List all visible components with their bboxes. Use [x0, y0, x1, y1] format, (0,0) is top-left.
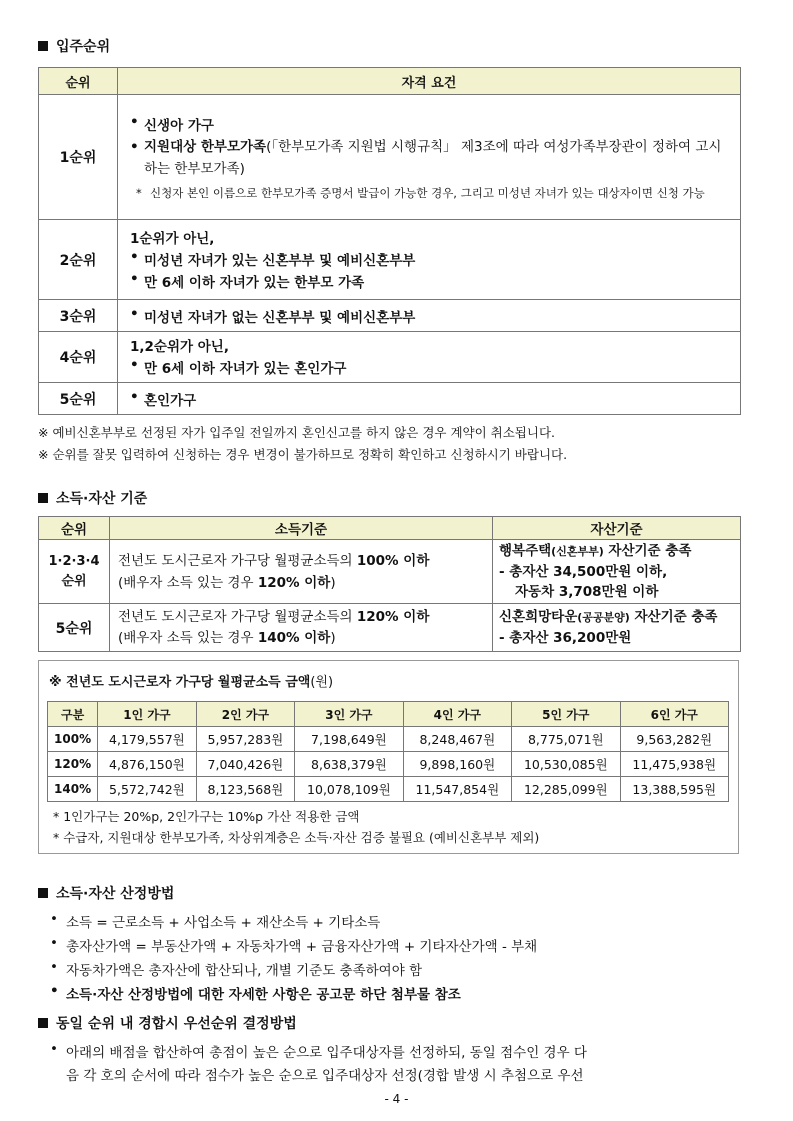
square-bullet-icon: [38, 493, 48, 503]
list-item-continued: 음 각 호의 순서에 따라 점수가 높은 순으로 입주대상자 선정(경합 발생 시 추첨으로 우선: [66, 1068, 584, 1084]
monthly-income-title: ※ 전년도 도시근로자 가구당 월평균소득 금액(원): [49, 675, 334, 690]
table-row: 4순위 1,2순위가 아닌, • 만 6세 이하 자녀가 있는 혼인가구: [39, 332, 741, 383]
table-row: [48, 752, 729, 777]
income-col-header: 1인 가구: [98, 702, 197, 727]
rank-cell: 3순위: [39, 300, 118, 332]
header-income: 소득기준: [110, 517, 493, 540]
table-row: 5순위 전년도 도시근로자 가구당 월평균소득의 120% 이하 (배우자 소득 있는 경우 140% 이하) 신혼희망타운(공공분양) 자산기준 충족 - 총자산 36,200만원: [39, 604, 741, 652]
income-col-header: 2인 가구: [196, 702, 295, 727]
income-row-label: 120%: [48, 752, 98, 777]
income-cell: 5,957,283원: [196, 727, 295, 752]
income-cell: 8,123,568원: [196, 777, 295, 802]
monthly-income-table: [47, 701, 729, 802]
table-row: 5순위 • 혼인가구: [39, 383, 741, 415]
income-col-header: 6인 가구: [620, 702, 728, 727]
table-row: 3순위 • 미성년 자녀가 없는 신혼부부 및 예비신혼부부: [39, 300, 741, 332]
table-row: [48, 727, 729, 752]
rank-cell: 4순위: [39, 332, 118, 383]
income-cell: 8,248,467원: [403, 727, 511, 752]
table-row: 1·2·3·4 순위 전년도 도시근로자 가구당 월평균소득의 100% 이하 (배우자 소득 있는 경우 120% 이하) 행복주택(신혼부부) 자산기준 충족 - 총자산 34,500만원 이하, 자동차 3,708만원 이하: [39, 540, 741, 604]
header-rank: 순위: [39, 68, 118, 95]
header-asset: 자산기준: [493, 517, 741, 540]
income-cell: 7,040,426원: [196, 752, 295, 777]
income-cell: 12,285,099원: [512, 777, 620, 802]
section-title-calculation: 소득·자산 산정방법: [38, 883, 174, 903]
list-item: • 아래의 배점을 합산하여 총점이 높은 순으로 입주대상자를 선정하되, 동일 점수인 경우 다: [50, 1041, 587, 1061]
income-row-label: 100%: [48, 727, 98, 752]
income-col-header: 구분: [48, 702, 98, 727]
income-cell: 10,078,109원: [295, 777, 403, 802]
list-item: • 총자산가액 = 부동산가액 + 자동차가액 + 금융자산가액 + 기타자산가액 - 부채: [50, 935, 538, 955]
section-title-tiebreak: 동일 순위 내 경합시 우선순위 결정방법: [38, 1013, 297, 1033]
income-note-2: * 수급자, 지원대상 한부모가족, 차상위계층은 소득·자산 검증 불필요 (예비신혼부부 제외): [53, 830, 540, 845]
list-item: • 소득 = 근로소득 + 사업소득 + 재산소득 + 기타소득: [50, 911, 381, 931]
section-title-move-in-rank: 입주순위: [38, 36, 110, 56]
income-cell: 11,547,854원: [403, 777, 511, 802]
list-item: • 소득·자산 산정방법에 대한 자세한 사항은 공고문 하단 첨부물 참조: [50, 983, 461, 1003]
income-col-header: 5인 가구: [512, 702, 620, 727]
income-cell: 9,898,160원: [403, 752, 511, 777]
square-bullet-icon: [38, 1018, 48, 1028]
income-cell: 11,475,938원: [620, 752, 728, 777]
income-col-header: 4인 가구: [403, 702, 511, 727]
move-in-rank-table: [38, 67, 741, 415]
table-row: 2순위 1순위가 아닌, • 미성년 자녀가 있는 신혼부부 및 예비신혼부부 • 만 6세 이하 자녀가 있는 한부모 가족: [39, 220, 741, 300]
table-row: [48, 777, 729, 802]
income-cell: 7,198,649원: [295, 727, 403, 752]
rank-cell: 1순위: [39, 95, 118, 220]
income-asset-criteria-table: [38, 516, 741, 652]
income-cell: 9,563,282원: [620, 727, 728, 752]
income-cell: 4,876,150원: [98, 752, 197, 777]
rank-cell: 2순위: [39, 220, 118, 300]
square-bullet-icon: [38, 888, 48, 898]
income-cell: 5,572,742원: [98, 777, 197, 802]
income-cell: 8,775,071원: [512, 727, 620, 752]
income-cell: 13,388,595원: [620, 777, 728, 802]
header-requirement: 자격 요건: [118, 68, 741, 95]
rank-cell: 5순위: [39, 383, 118, 415]
table-row: 1순위 • 신생아 가구 • 지원대상 한부모가족(「한부모가족 지원법 시행규칙」 제3조에 따라 여성가족부장관이 정하여 고시하는 한부모가족) * 신청자 본인 이름으로 한부모가족 증명서 발급이 가능한 경우, 그리고 미성년 자녀가 있는 대상자이면 신청 가능: [39, 95, 741, 220]
income-col-header: 3인 가구: [295, 702, 403, 727]
income-cell: 10,530,085원: [512, 752, 620, 777]
section-title-income-asset: 소득·자산 기준: [38, 488, 147, 508]
list-item: • 자동차가액은 총자산에 합산되나, 개별 기준도 충족하여야 함: [50, 959, 423, 979]
note-rank-change: ※ 순위를 잘못 입력하여 신청하는 경우 변경이 불가하므로 정확히 확인하고 신청하시기 바랍니다.: [38, 447, 568, 462]
note-cancellation: ※ 예비신혼부부로 선정된 자가 입주일 전일까지 혼인신고를 하지 않은 경우 계약이 취소됩니다.: [38, 425, 556, 440]
page-number: - 4 -: [384, 1092, 409, 1106]
header-rank: 순위: [39, 517, 110, 540]
income-cell: 8,638,379원: [295, 752, 403, 777]
monthly-income-box: [38, 660, 739, 854]
income-row-label: 140%: [48, 777, 98, 802]
square-bullet-icon: [38, 41, 48, 51]
income-note-1: * 1인가구는 20%p, 2인가구는 10%p 가산 적용한 금액: [53, 809, 360, 824]
income-cell: 4,179,557원: [98, 727, 197, 752]
